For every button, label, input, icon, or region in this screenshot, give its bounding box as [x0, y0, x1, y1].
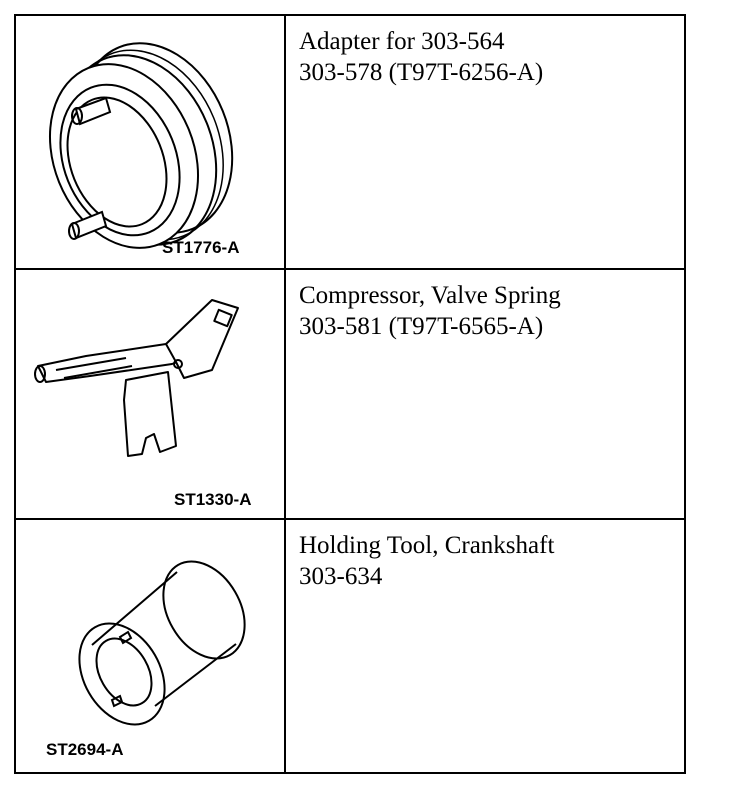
tool-name: Compressor, Valve Spring	[299, 282, 561, 309]
tool-part-number: 303-634	[299, 563, 383, 590]
pulley-adapter-icon	[16, 16, 284, 268]
tool-row	[15, 519, 685, 773]
valve-spring-compressor-icon	[16, 270, 284, 518]
special-tools-table	[14, 14, 686, 774]
tool-row	[15, 15, 685, 269]
tool-row	[15, 269, 685, 519]
illustration-code: ST1776-A	[162, 238, 240, 257]
tool-description-cell	[285, 269, 685, 519]
tool-illustration-cell	[15, 15, 285, 269]
tool-name: Adapter for 303-564	[299, 28, 505, 55]
tool-part-number: 303-581 (T97T-6565-A)	[299, 313, 544, 340]
tool-illustration-cell	[15, 519, 285, 773]
tool-description-cell	[285, 15, 685, 269]
tool-name: Holding Tool, Crankshaft	[299, 532, 555, 559]
tool-part-number: 303-578 (T97T-6256-A)	[299, 59, 544, 86]
illustration-code: ST2694-A	[46, 740, 124, 759]
illustration-code: ST1330-A	[174, 490, 252, 509]
crankshaft-holding-tool-icon	[16, 520, 284, 772]
tool-illustration-cell	[15, 269, 285, 519]
tool-description-cell	[285, 519, 685, 773]
